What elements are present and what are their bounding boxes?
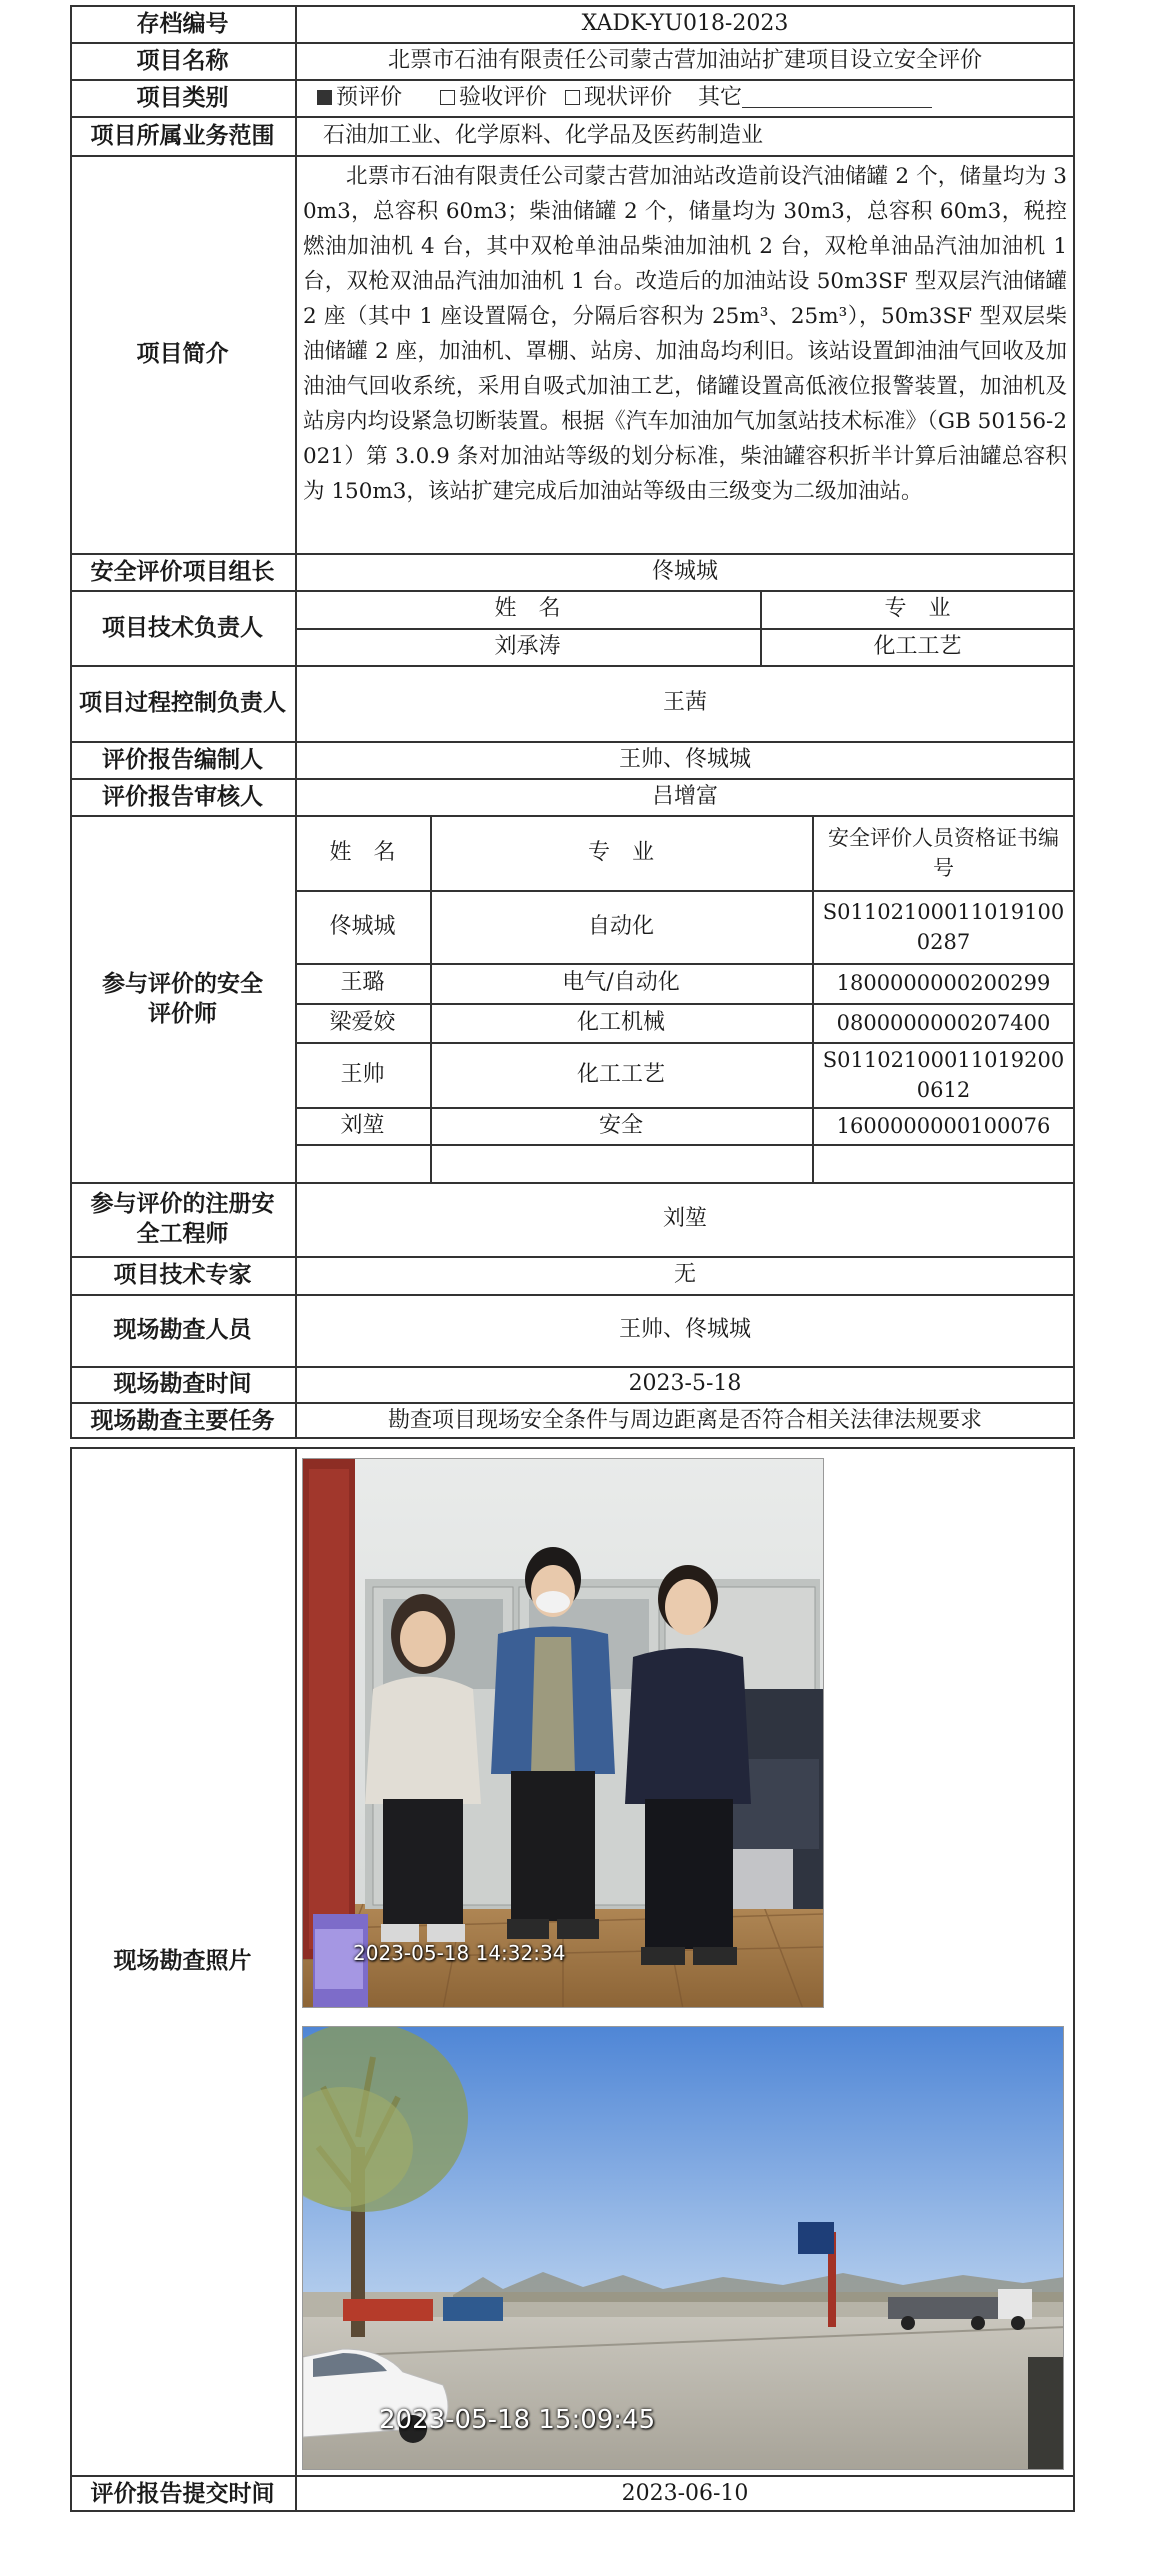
option-acceptance-assessment[interactable]: 验收评价 <box>440 84 547 112</box>
tech-expert-label: 项目技术专家 <box>113 1261 252 1288</box>
process-control-label: 项目过程控制负责人 <box>79 689 286 716</box>
survey-photo-indoor <box>302 1458 824 2008</box>
checkbox-icon <box>565 90 580 105</box>
team-leader-label: 安全评价项目组长 <box>90 557 275 585</box>
intro-text: 北票市石油有限责任公司蒙古营加油站改造前设汽油储罐 2 个，储量均为 30m3，总容积 60m3；柴油储罐 2 个，储量均为 30m3，总容积 60m3，税控燃油加油机 4 台，其中双枪单油品柴油加油机 2 台，双枪单油品汽油加油机 1 台，双枪双油品汽油加油机 1 台。改造后的加油站设 50m3SF 型双层汽油储罐 2 座（其中 1 座设置隔仓，分隔后容积为 25m³、25m³），50m3SF 型双层柴油储罐 2 座，加油机、罩棚、站房、加油岛均利旧。该站设置卸油油气回收及加油油气回收系统，采用自吸式加油工艺，储罐设置高低液位报警装置，加油机及站房内均设紧急切断装置。根据《汽车加油加气加氢站技术标准》（GB 50156-2021）第 3.0.9 条对加油站等级的划分标准，柴油罐容积折半计算后油罐总容积为 150m3，该站扩建完成后加油站等级由三级变为二级加油站。 <box>303 164 1067 504</box>
assessor-major: 安全 <box>598 1112 643 1138</box>
archive-no-label: 存档编号 <box>136 9 229 37</box>
report-author-value: 王帅、佟城城 <box>618 746 751 772</box>
survey-task-value: 勘查项目现场安全条件与周边距离是否符合相关法律法规要求 <box>387 1407 982 1433</box>
submit-time-value: 2023-06-10 <box>621 2480 749 2506</box>
tech-lead-label: 项目技术负责人 <box>102 613 263 641</box>
project-type-label: 项目类别 <box>136 83 229 111</box>
survey-staff-value: 王帅、佟城城 <box>618 1317 751 1342</box>
photo-timestamp: 2023-05-18 15:09:45 <box>379 2405 656 2435</box>
assessor-cert: S011021000110192000612 <box>822 1047 1065 1102</box>
survey-time-label: 现场勘查时间 <box>113 1370 252 1397</box>
assessor-major: 自动化 <box>587 913 654 939</box>
photo-timestamp: 2023-05-18 14:32:34 <box>353 1941 566 1965</box>
registered-engineer-label: 参与评价的注册安全工程师 <box>90 1190 275 1247</box>
submit-time-label: 评价报告提交时间 <box>90 2479 275 2507</box>
row-divider <box>295 1144 1075 1146</box>
report-reviewer-value: 吕增富 <box>651 783 718 809</box>
business-scope-value: 石油加工业、化学原料、化学品及医药制造业 <box>323 122 764 148</box>
report-reviewer-label: 评价报告审核人 <box>102 782 263 810</box>
survey-task-label: 现场勘查主要任务 <box>90 1406 275 1434</box>
assessor-cert: 1800000000200299 <box>836 971 1051 995</box>
tech-lead-name-header: 姓 名 <box>494 596 561 621</box>
process-control-value: 王茜 <box>662 690 707 715</box>
assessor-cert: 1600000000100076 <box>836 1113 1051 1138</box>
project-name-value: 北票市石油有限责任公司蒙古营加油站扩建项目设立安全评价 <box>387 47 982 73</box>
archive-no-value: XADK-YU018-2023 <box>581 10 789 36</box>
assessor-major: 电气/自动化 <box>562 970 680 995</box>
report-author-label: 评价报告编制人 <box>102 745 263 773</box>
outdoor-photo-illustration <box>303 2027 1064 2470</box>
survey-photos-label: 现场勘查照片 <box>113 1947 252 1974</box>
assessor-major: 化工机械 <box>576 1009 665 1035</box>
option-pre-assessment[interactable]: 预评价 <box>317 84 402 112</box>
option-status-assessment[interactable]: 现状评价 <box>565 84 672 112</box>
other-blank-line <box>742 85 932 108</box>
tech-lead-major-header: 专 业 <box>884 596 951 621</box>
checkbox-icon <box>440 90 455 105</box>
assessor-name: 王帅 <box>340 1061 385 1087</box>
registered-engineer-value: 刘堃 <box>662 1206 707 1231</box>
assessors-name-header: 姓 名 <box>329 839 396 865</box>
survey-time-value: 2023-5-18 <box>628 1371 742 1396</box>
intro-label: 项目简介 <box>136 340 229 367</box>
business-scope-label: 项目所属业务范围 <box>90 121 275 149</box>
project-name-label: 项目名称 <box>136 46 229 74</box>
project-type-options <box>295 79 1075 116</box>
assessor-cert: S011021000110191000287 <box>822 899 1065 954</box>
indoor-photo-illustration <box>303 1459 824 2008</box>
assessor-major: 化工工艺 <box>576 1061 665 1087</box>
column-divider <box>295 1447 297 2512</box>
tech-expert-value: 无 <box>673 1262 696 1287</box>
assessor-name: 王璐 <box>340 970 385 995</box>
assessors-label: 参与评价的安全评价师 <box>102 969 263 1027</box>
survey-photo-outdoor <box>302 2026 1064 2470</box>
team-leader-value: 佟城城 <box>651 558 718 584</box>
survey-staff-label: 现场勘查人员 <box>113 1316 252 1343</box>
option-other: 其它 <box>698 84 932 112</box>
assessors-major-header: 专 业 <box>587 839 654 865</box>
checked-box-icon <box>317 90 332 105</box>
assessor-name: 梁爱姣 <box>329 1009 396 1035</box>
assessor-cert: 0800000000207400 <box>836 1010 1051 1035</box>
assessor-name: 刘堃 <box>340 1112 385 1138</box>
tech-lead-name: 刘承涛 <box>494 633 561 659</box>
assessor-name: 佟城城 <box>329 913 396 939</box>
tech-lead-major: 化工工艺 <box>873 633 962 659</box>
assessors-cert-header: 安全评价人员资格证书编号 <box>828 825 1059 880</box>
